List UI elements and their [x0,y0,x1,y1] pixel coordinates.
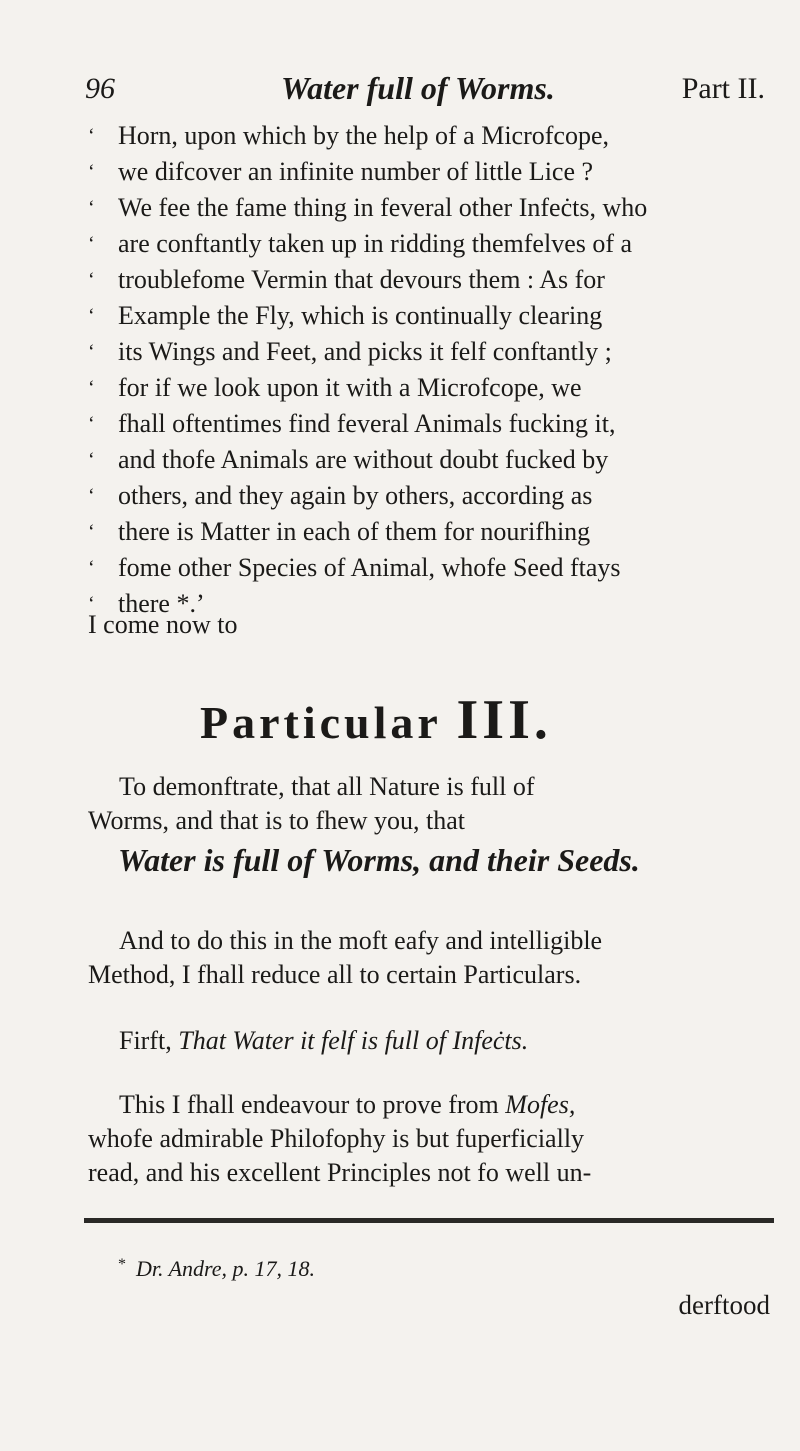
transition-line: I come now to [88,610,238,639]
paragraph-text: This I fhall endeavour to prove from [119,1090,499,1119]
quote-line [88,226,768,262]
running-title: Water full of Worms. [281,70,555,106]
quote-mark: ‘ [88,485,95,507]
first-label: Firft, [119,1026,172,1055]
quote-line-text: are conftantly taken up in ridding themfelves of a [118,229,633,258]
italic-proposition: Water is full of Worms, and their Seeds. [118,842,640,878]
quote-line [88,154,768,190]
quote-line [88,334,768,370]
quote-line-text: fome other Species of Animal, whofe Seed ftays [118,553,621,582]
quote-line [88,190,768,226]
quote-line [88,298,768,334]
quote-line [88,118,768,154]
page-number: 96 [85,72,115,105]
quote-line-text: there is Matter in each of them for nourifhing [118,517,591,546]
first-proposition [119,1024,528,1058]
quote-line-text: there *.’ [118,589,205,618]
section-heading [200,688,552,752]
quote-mark: ‘ [88,269,95,291]
quote-mark: ‘ [88,521,95,543]
quote-mark: ‘ [88,377,95,399]
quote-mark: ‘ [88,305,95,327]
quote-line-text: Example the Fly, which is continually clearing [118,301,603,330]
paragraph-line: Method, I fhall reduce all to certain Particulars. [88,960,582,989]
paragraph-line: read, and his excellent Principles not fo well un- [88,1158,592,1187]
quote-mark: ‘ [88,413,95,435]
quote-line [88,406,768,442]
paragraph-line: Worms, and that is to fhew you, that [88,806,466,835]
quote-line [88,514,768,550]
quote-line-text: fhall oftentimes find feveral Animals fucking it, [118,409,616,438]
italic-name: Mofes, [505,1090,576,1119]
footnote-mark: * [118,1256,126,1273]
footnote [118,1256,315,1282]
quote-mark: ‘ [88,557,95,579]
quoted-passage [88,118,768,622]
quote-mark: ‘ [88,449,95,471]
quote-line-text: for if we look upon it with a Microfcope, we [118,373,582,402]
footnote-rule [84,1218,774,1223]
running-header [85,70,765,114]
quote-line [88,550,768,586]
footnote-text: Dr. Andre, p. 17, 18. [136,1256,316,1281]
quote-line-text: Horn, upon which by the help of a Microfcope, [118,121,609,150]
quote-mark: ‘ [88,593,95,615]
catchword: derftood [678,1290,770,1320]
quote-mark: ‘ [88,197,95,219]
part-label: Part II. [681,72,765,105]
quote-line-text: others, and they again by others, according as [118,481,593,510]
paragraph-line [119,1088,575,1122]
quote-line-text: and thofe Animals are without doubt fucked by [118,445,609,474]
quote-line-text: we difcover an infinite number of little Lice ? [118,157,594,186]
paragraph-line: whofe admirable Philofophy is but fuperficially [88,1124,585,1153]
quote-line-text: its Wings and Feet, and picks it felf conftantly ; [118,337,612,366]
paragraph-line: And to do this in the moft eafy and intelligible [119,926,603,955]
quote-line-text: troublefome Vermin that devours them : As for [118,265,605,294]
section-heading-number: III. [456,689,552,751]
quote-line [88,478,768,514]
quote-mark: ‘ [88,125,95,147]
quote-line [88,370,768,406]
first-italic-text: That Water it felf is full of Infeċts. [178,1026,529,1055]
quote-line-text: We fee the fame thing in feveral other Infeċts, who [118,193,648,222]
quote-line [88,442,768,478]
paragraph-line: To demonftrate, that all Nature is full of [119,772,535,801]
quote-mark: ‘ [88,341,95,363]
quote-mark: ‘ [88,161,95,183]
quote-line [88,262,768,298]
section-heading-word: Particular [200,697,441,748]
quote-mark: ‘ [88,233,95,255]
